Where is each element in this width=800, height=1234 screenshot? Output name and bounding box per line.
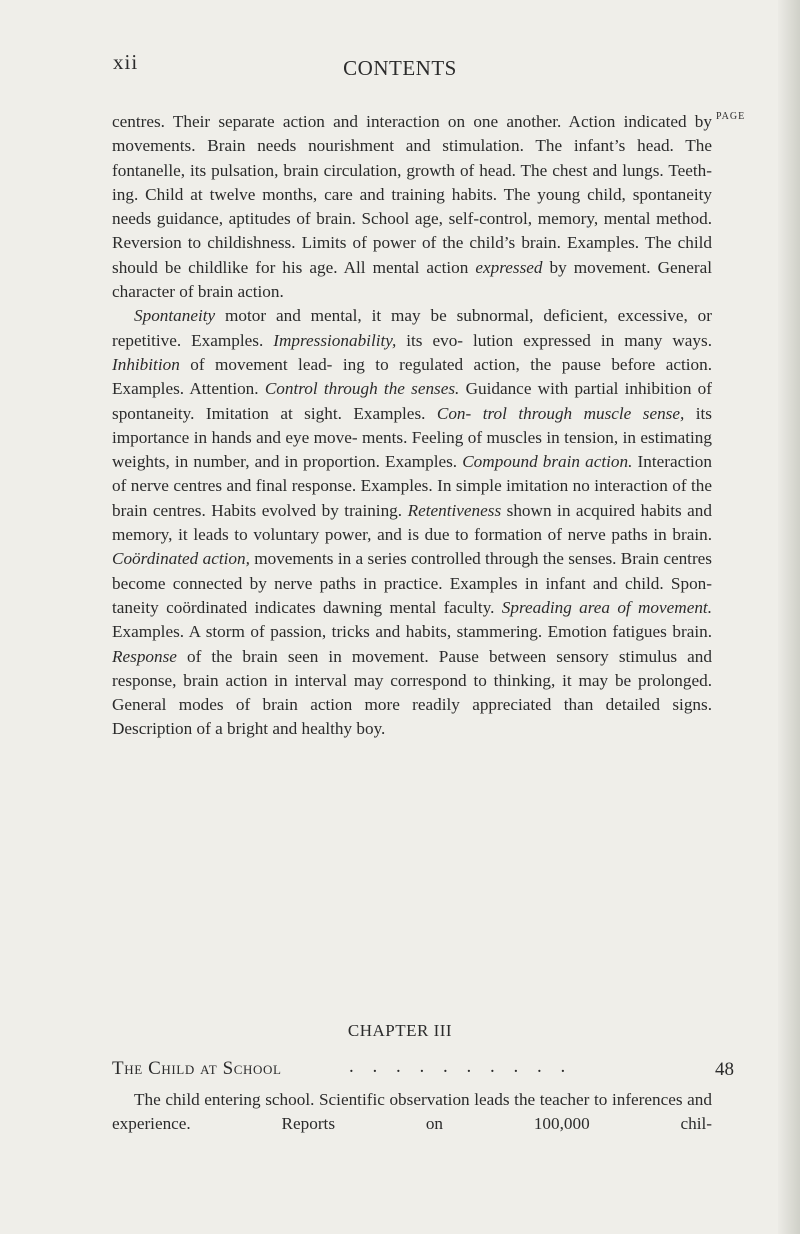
italic-term: Response xyxy=(112,646,177,666)
page-number: xii xyxy=(113,50,139,74)
running-title: CONTENTS xyxy=(343,56,457,80)
italic-term: Con- trol through muscle sense, xyxy=(436,403,685,423)
paragraph-text: motor and mental, it may be subnormal, deficient, excessive, or repetitive. Examples. xyxy=(112,306,712,350)
page-edge-shadow xyxy=(778,0,800,1234)
paragraph-text: of the brain seen in movement. Pause between sensory stimulus and response, brain action in interval may correspond to thinking, it may be prolonged. General modes of brain action more readily appreciated than detailed signs. Description of a bright and healthy boy. xyxy=(112,646,712,739)
chapter-heading: CHAPTER III xyxy=(347,1021,453,1040)
paragraph-text: Interaction of nerve centres and final response. Examples. In simple imitation no interaction of the brain centres. Habits evolved by training. xyxy=(112,452,712,520)
paragraph-text: its importance in hands and eye move- ments. Feeling of muscles in tension, in estimating weights, in number, and in proportion. Examples. xyxy=(112,403,712,472)
paragraph-text: its evo- lution expressed in many ways. xyxy=(396,330,712,350)
toc-entry xyxy=(112,1053,742,1081)
contents-paragraph xyxy=(112,304,712,741)
page-header xyxy=(0,50,800,90)
chapter-summary: The child entering school. Scientific observation leads the teacher to inferences and experience. Reports on 100,000 chil- xyxy=(112,1090,712,1134)
italic-term: Spontaneity xyxy=(134,306,216,326)
paragraph-text: Guidance with partial inhibition of spontaneity. Imitation at sight. Examples. xyxy=(112,379,712,423)
italic-term: Control through the senses. xyxy=(264,379,460,399)
italic-term: Coördinated action, xyxy=(112,549,250,569)
contents-body-text xyxy=(112,110,712,742)
contents-paragraph xyxy=(112,110,712,304)
toc-dot-leader: . . . . . . . . . . xyxy=(349,1056,573,1077)
italic-term: Compound brain action. xyxy=(462,452,633,472)
toc-entry-title: The Child at School xyxy=(112,1058,282,1079)
toc-entry-page-number: 48 xyxy=(715,1059,734,1080)
paragraph-text: Examples. A storm of passion, tricks and habits, stammering. Emotion fatigues brain. xyxy=(112,622,712,642)
paragraph-text: of movement lead- ing to regulated action, the pause before action. Examples. Attention. xyxy=(112,354,712,399)
paragraph-text: centres. Their separate action and interaction on one another. Action indicated by movements. Brain needs nourishment and stimulation. The infant’s head. The fontanelle, its pulsation, brain circulation, growth of head. The chest and lungs. Teeth- ing. Child at twelve months, care and training habits. The young child, spontaneity needs guidance, aptitudes of brain. School age, self-control, memory, mental method. Reversion to childishness. Limits of power of the child’s brain. Examples. The child should be childlike for his age. All mental action xyxy=(112,112,712,277)
page-column-label: PAGE xyxy=(716,111,746,122)
italic-term: expressed xyxy=(475,257,543,277)
italic-term: Impressionability, xyxy=(273,330,397,350)
paragraph-text: shown in acquired habits and memory, it leads to voluntary power, and is due to formation of nerve paths in brain. xyxy=(112,500,712,545)
italic-term: Inhibition xyxy=(112,354,180,374)
paragraph-text: movements in a series controlled through the senses. Brain centres become connected by nerve paths in practice. Examples in infant and child. Spon- taneity coördinated indicates dawning mental faculty. xyxy=(112,549,712,617)
italic-term: Retentiveness xyxy=(407,500,502,520)
paragraph-text: by movement. General character of brain action. xyxy=(112,257,712,302)
italic-term: Spreading area of movement. xyxy=(501,597,712,617)
